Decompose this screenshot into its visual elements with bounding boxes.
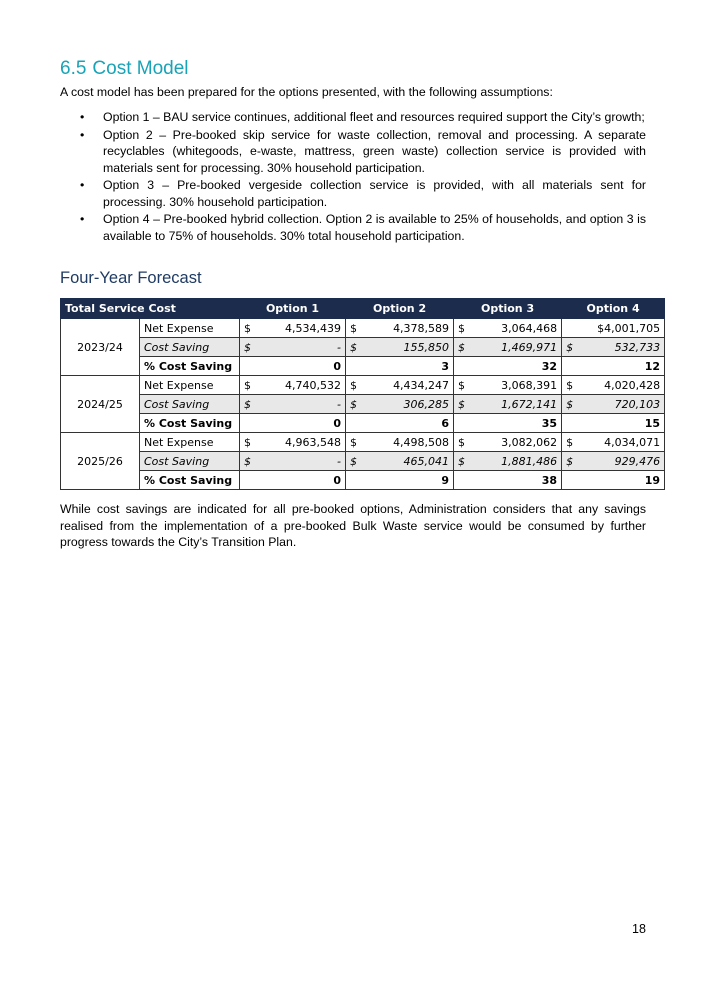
- bullet-icon: •: [80, 127, 85, 142]
- forecast-table: [60, 298, 665, 490]
- cost-saving-currency: $: [346, 338, 362, 357]
- cost-saving-currency: $: [454, 395, 470, 414]
- header-total-service-cost: Total Service Cost: [61, 299, 240, 319]
- table-row: [61, 452, 665, 471]
- year-label: 2024/25: [61, 376, 140, 433]
- table-row: [61, 338, 665, 357]
- list-item-text: Option 2 – Pre-booked skip service for waste collection, removal and processing. A separate recyclables (whitegoods, e-waste, mattress, green waste) collection service is provided with materials sent for processing. 30% household participation.: [103, 127, 646, 175]
- table-row: [61, 376, 665, 395]
- net-expense-option-4: $4,001,705: [578, 319, 665, 338]
- pct-saving-option-4: 15: [562, 414, 665, 433]
- intro-paragraph: A cost model has been prepared for the options presented, with the following assumptions:: [60, 85, 553, 99]
- section-heading: [60, 58, 189, 80]
- list-item-text: Option 3 – Pre-booked vergeside collection service is provided, with all materials sent for processing. 30% household participation.: [103, 178, 646, 209]
- cost-saving-option-2: 306,285: [362, 395, 454, 414]
- pct-saving-option-3: 35: [454, 414, 562, 433]
- pct-saving-option-4: 19: [562, 471, 665, 490]
- pct-saving-option-3: 32: [454, 357, 562, 376]
- cost-saving-currency: $: [562, 395, 578, 414]
- net-expense-currency: $: [346, 319, 362, 338]
- cost-saving-option-4: 720,103: [578, 395, 665, 414]
- pct-saving-option-2: 3: [346, 357, 454, 376]
- row-label: % Cost Saving: [140, 471, 240, 490]
- assumptions-list: [60, 109, 646, 245]
- net-expense-option-4: 4,034,071: [578, 433, 665, 452]
- page-number: 18: [632, 922, 646, 936]
- section-title: Cost Model: [92, 58, 189, 79]
- net-expense-option-2: 4,434,247: [362, 376, 454, 395]
- header-option-4: Option 4: [562, 299, 665, 319]
- net-expense-currency: $: [240, 376, 256, 395]
- pct-saving-option-3: 38: [454, 471, 562, 490]
- cost-saving-currency: $: [240, 452, 256, 471]
- cost-saving-option-4: 532,733: [578, 338, 665, 357]
- pct-saving-option-2: 6: [346, 414, 454, 433]
- bullet-icon: •: [80, 212, 85, 226]
- pct-saving-option-1: 0: [240, 414, 346, 433]
- cost-saving-option-1: -: [256, 395, 346, 414]
- net-expense-option-3: 3,082,062: [470, 433, 562, 452]
- net-expense-option-3: 3,064,468: [470, 319, 562, 338]
- net-expense-currency: $: [240, 433, 256, 452]
- list-item-text: Option 1 – BAU service continues, additional fleet and resources required support the City’s growth;: [103, 110, 645, 124]
- section-number: 6.5: [60, 58, 87, 79]
- net-expense-option-1: 4,534,439: [256, 319, 346, 338]
- header-option-3: Option 3: [454, 299, 562, 319]
- cost-saving-currency: $: [346, 452, 362, 471]
- table-header-row: [61, 299, 665, 319]
- header-option-1: Option 1: [240, 299, 346, 319]
- year-label: 2025/26: [61, 433, 140, 490]
- cost-saving-currency: $: [562, 338, 578, 357]
- table-row: [61, 471, 665, 490]
- table-row: [61, 357, 665, 376]
- net-expense-currency: $: [346, 376, 362, 395]
- net-expense-currency: $: [562, 433, 578, 452]
- list-item: [60, 211, 646, 244]
- list-item: [60, 127, 646, 177]
- cost-saving-currency: $: [240, 395, 256, 414]
- net-expense-currency: $: [454, 433, 470, 452]
- net-expense-currency: $: [240, 319, 256, 338]
- net-expense-currency: [562, 319, 578, 338]
- net-expense-currency: $: [454, 319, 470, 338]
- table-row: [61, 414, 665, 433]
- cost-saving-currency: $: [454, 338, 470, 357]
- year-label: 2023/24: [61, 319, 140, 376]
- cost-saving-option-3: 1,881,486: [470, 452, 562, 471]
- pct-saving-option-4: 12: [562, 357, 665, 376]
- cost-saving-option-4: 929,476: [578, 452, 665, 471]
- list-item-text: Option 4 – Pre-booked hybrid collection. Option 2 is available to 25% of households, and option 3 is available to 75% of households. 30% total household participation.: [103, 212, 646, 243]
- net-expense-option-4: 4,020,428: [578, 376, 665, 395]
- cost-saving-currency: $: [240, 338, 256, 357]
- net-expense-option-1: 4,740,532: [256, 376, 346, 395]
- net-expense-option-1: 4,963,548: [256, 433, 346, 452]
- pct-saving-option-2: 9: [346, 471, 454, 490]
- list-item: [60, 109, 646, 126]
- forecast-heading: Four-Year Forecast: [60, 269, 202, 287]
- cost-saving-option-1: -: [256, 452, 346, 471]
- cost-saving-option-3: 1,672,141: [470, 395, 562, 414]
- net-expense-currency: $: [346, 433, 362, 452]
- bullet-icon: •: [80, 178, 85, 192]
- net-expense-option-3: 3,068,391: [470, 376, 562, 395]
- header-option-2: Option 2: [346, 299, 454, 319]
- row-label: Net Expense: [140, 319, 240, 338]
- cost-saving-currency: $: [562, 452, 578, 471]
- pct-saving-option-1: 0: [240, 471, 346, 490]
- row-label: % Cost Saving: [140, 357, 240, 376]
- row-label: % Cost Saving: [140, 414, 240, 433]
- cost-saving-currency: $: [346, 395, 362, 414]
- row-label: Net Expense: [140, 376, 240, 395]
- net-expense-currency: $: [562, 376, 578, 395]
- table-row: [61, 433, 665, 452]
- row-label: Cost Saving: [140, 338, 240, 357]
- pct-saving-option-1: 0: [240, 357, 346, 376]
- table-row: [61, 319, 665, 338]
- row-label: Cost Saving: [140, 395, 240, 414]
- net-expense-option-2: 4,498,508: [362, 433, 454, 452]
- bullet-icon: •: [80, 110, 85, 124]
- net-expense-option-2: 4,378,589: [362, 319, 454, 338]
- cost-saving-currency: $: [454, 452, 470, 471]
- cost-saving-option-3: 1,469,971: [470, 338, 562, 357]
- cost-saving-option-1: -: [256, 338, 346, 357]
- net-expense-currency: $: [454, 376, 470, 395]
- list-item: [60, 177, 646, 210]
- closing-paragraph: While cost savings are indicated for all pre-booked options, Administration considers that any savings realised from the implementation of a pre-booked Bulk Waste service would be consumed by further progress towards the City’s Transition Plan.: [60, 502, 646, 549]
- cost-saving-option-2: 465,041: [362, 452, 454, 471]
- row-label: Cost Saving: [140, 452, 240, 471]
- table-row: [61, 395, 665, 414]
- cost-saving-option-2: 155,850: [362, 338, 454, 357]
- row-label: Net Expense: [140, 433, 240, 452]
